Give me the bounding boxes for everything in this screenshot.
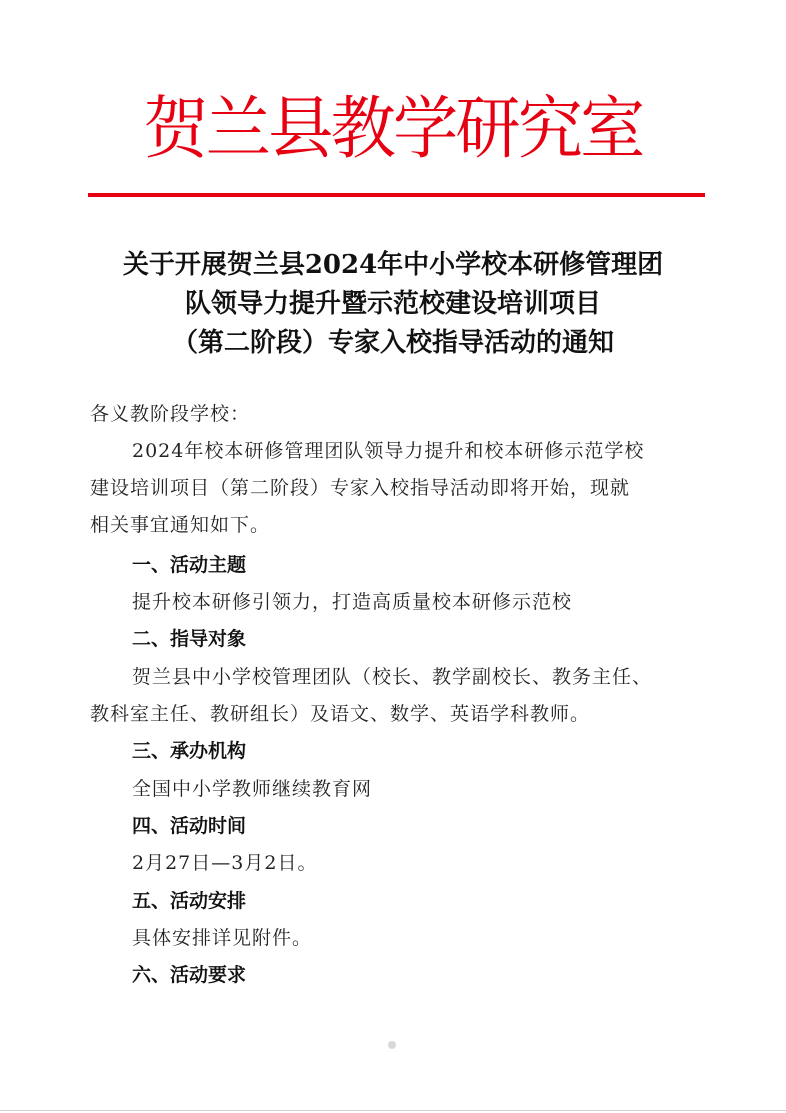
page-marker-dot: [388, 1041, 396, 1049]
intro-paragraph: [90, 433, 702, 544]
title-line-3: （第二阶段）专家入校指导活动的通知: [171, 328, 614, 358]
red-divider-line: [88, 193, 705, 197]
section-4-text: [90, 845, 702, 882]
section-1-text: [90, 584, 702, 621]
intro-line-3: 相关事宜通知如下。: [90, 514, 271, 536]
section-heading-1: 一、活动主题: [132, 554, 247, 576]
section-3-text: [90, 771, 702, 808]
intro-line-1: 2024年校本研修管理团队领导力提升和校本研修示范学校: [132, 440, 645, 462]
section-5-line-1: 具体安排详见附件。: [132, 927, 313, 949]
section-4-line-1: 2月27日—3月2日。: [132, 852, 318, 874]
section-1-line-1: 提升校本研修引领力，打造高质量校本研修示范校: [132, 591, 573, 613]
section-heading-6: 六、活动要求: [132, 964, 247, 986]
salutation: 各义教阶段学校：: [90, 403, 251, 425]
section-heading-2: 二、指导对象: [132, 628, 247, 650]
title-line-2: 队领导力提升暨示范校建设培训项目: [184, 289, 601, 319]
masthead-title: 贺兰县教学研究室: [143, 90, 643, 169]
page-bottom-edge: [0, 1110, 786, 1111]
intro-line-2: 建设培训项目（第二阶段）专家入校指导活动即将开始，现就: [90, 477, 631, 499]
title-line-1: 关于开展贺兰县2024年中小学校本研修管理团: [122, 250, 664, 280]
section-2-line-1: 贺兰县中小学校管理团队（校长、教学副校长、教务主任、: [132, 666, 653, 688]
section-5-text: [90, 920, 702, 957]
notice-title: [60, 246, 726, 363]
section-2-line-2: 教科室主任、教研组长）及语文、数学、英语学科教师。: [90, 703, 591, 725]
section-heading-4: 四、活动时间: [132, 815, 247, 837]
section-3-line-1: 全国中小学教师继续教育网: [132, 778, 373, 800]
section-2-text: [90, 659, 702, 733]
section-heading-3: 三、承办机构: [132, 740, 247, 762]
section-heading-5: 五、活动安排: [132, 890, 247, 912]
